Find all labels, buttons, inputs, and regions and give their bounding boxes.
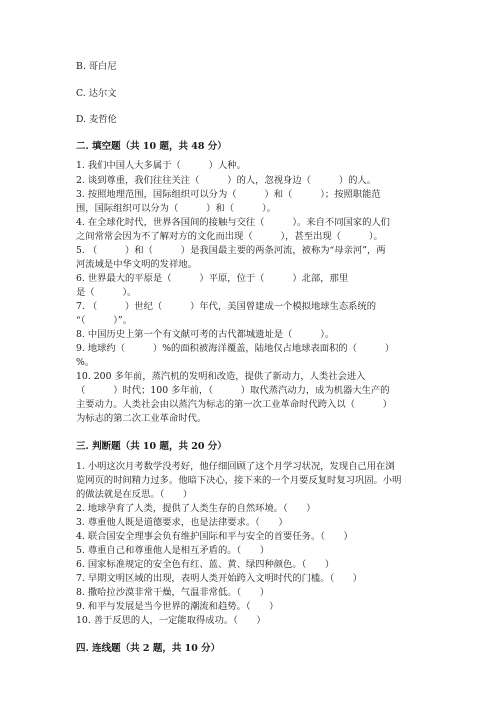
- fill-line: 10. 200 多年前，蒸汽机的发明和改造，提供了新动力，人类社会进入: [76, 371, 366, 382]
- fill-line: 1. 我们中国人大多属于（ ）人种。: [76, 160, 246, 171]
- fill-line: 7. （ ）世纪（ ）年代，美国曾建成一个模拟地球生态系统的: [76, 301, 377, 312]
- option-d: D. 麦哲伦: [76, 114, 117, 125]
- judge-line: 10. 善于反思的人，一定能取得成功。（ ）: [76, 615, 266, 626]
- judge-line: 的做法就是在反思。（ ）: [76, 489, 193, 500]
- fill-line: 3. 按照地理范围，国际组织可以分为（ ）和（ ）；按照职能范: [76, 189, 381, 200]
- fill-line: 8. 中国历史上第一个有文献可考的古代都城遗址是（ ）。: [76, 329, 335, 340]
- fill-line: 之间常常会因为不了解对方的文化而出现（ ），甚至出现（ ）。: [76, 231, 383, 242]
- fill-line: 6. 世界最大的平原是（ ）平原，位于（ ）北部，那里: [76, 273, 349, 284]
- judge-line: 7. 早期文明区域的出现，表明人类开始跨入文明时代的门槛。（ ）: [76, 573, 363, 584]
- fill-line: 是（ ）。: [76, 287, 137, 298]
- match-section-heading: 四. 连线题（共 2 题，共 10 分）: [76, 643, 221, 654]
- fill-line: （ ）时代；100 多年前，（ ）取代蒸汽动力，成为机器大生产的: [76, 385, 390, 396]
- fill-line: 9. 地球约（ ）%的面积被海洋覆盖，陆地仅占地球表面积的（ ）: [76, 343, 395, 354]
- fill-section-heading: 二. 填空题（共 10 题，共 48 分）: [76, 141, 227, 152]
- judge-line: 8. 撒哈拉沙漠非常干燥，气温非常低。（ ）: [76, 587, 270, 598]
- fill-line: %。: [76, 357, 95, 368]
- judge-line: 2. 地球孕育了人类，提供了人类生存的自然环境。（ ）: [76, 503, 316, 514]
- judge-line: 4. 联合国安全理事会负有维护国际和平与安全的首要任务。（ ）: [76, 531, 353, 542]
- fill-line: 主要动力。人类社会由以蒸汽为标志的第一次工业革命时代跨入以（ ）: [76, 399, 393, 410]
- fill-line: 为标志的第二次工业革命时代。: [76, 413, 207, 424]
- fill-line: 河流域是中华文明的发祥地。: [76, 259, 197, 270]
- option-c: C. 达尔文: [76, 88, 117, 99]
- option-b: B. 哥白尼: [76, 61, 117, 72]
- judge-line: 9. 和平与发展是当今世界的潮流和趋势。（ ）: [76, 601, 279, 612]
- judge-line: 1. 小明这次月考数学没考好，他仔细回顾了这个月学习状况，发现自己用在浏: [76, 461, 395, 472]
- judge-line: 6. 国家标准规定的安全色有红、蓝、黄、绿四种颜色。（ ）: [76, 559, 335, 570]
- judge-section-heading: 三. 判断题（共 10 题，共 20 分）: [76, 441, 227, 452]
- fill-line: 围，国际组织可以分为（ ）和（ ）。: [76, 203, 276, 214]
- fill-line: 4. 在全球化时代，世界各国间的接触与交往（ ）。来自不同国家的人们: [76, 217, 390, 228]
- judge-line: 3. 尊重他人既是道德要求，也是法律要求。（ ）: [76, 517, 288, 528]
- fill-line: “（ ）”。: [76, 315, 132, 326]
- fill-line: 5. （ ）和（ ）是我国最主要的两条河流，被称为“母亲河”，两: [76, 245, 386, 256]
- judge-line: 览网页的时间精力过多。他暗下决心，接下来的一个月要反复时复习巩固。小明: [76, 475, 402, 486]
- fill-line: 2. 谈到尊重，我们往往关注（ ）的人，忽视身边（ ）的人。: [76, 175, 377, 186]
- judge-line: 5. 尊重自己和尊重他人是相互矛盾的。（ ）: [76, 545, 270, 556]
